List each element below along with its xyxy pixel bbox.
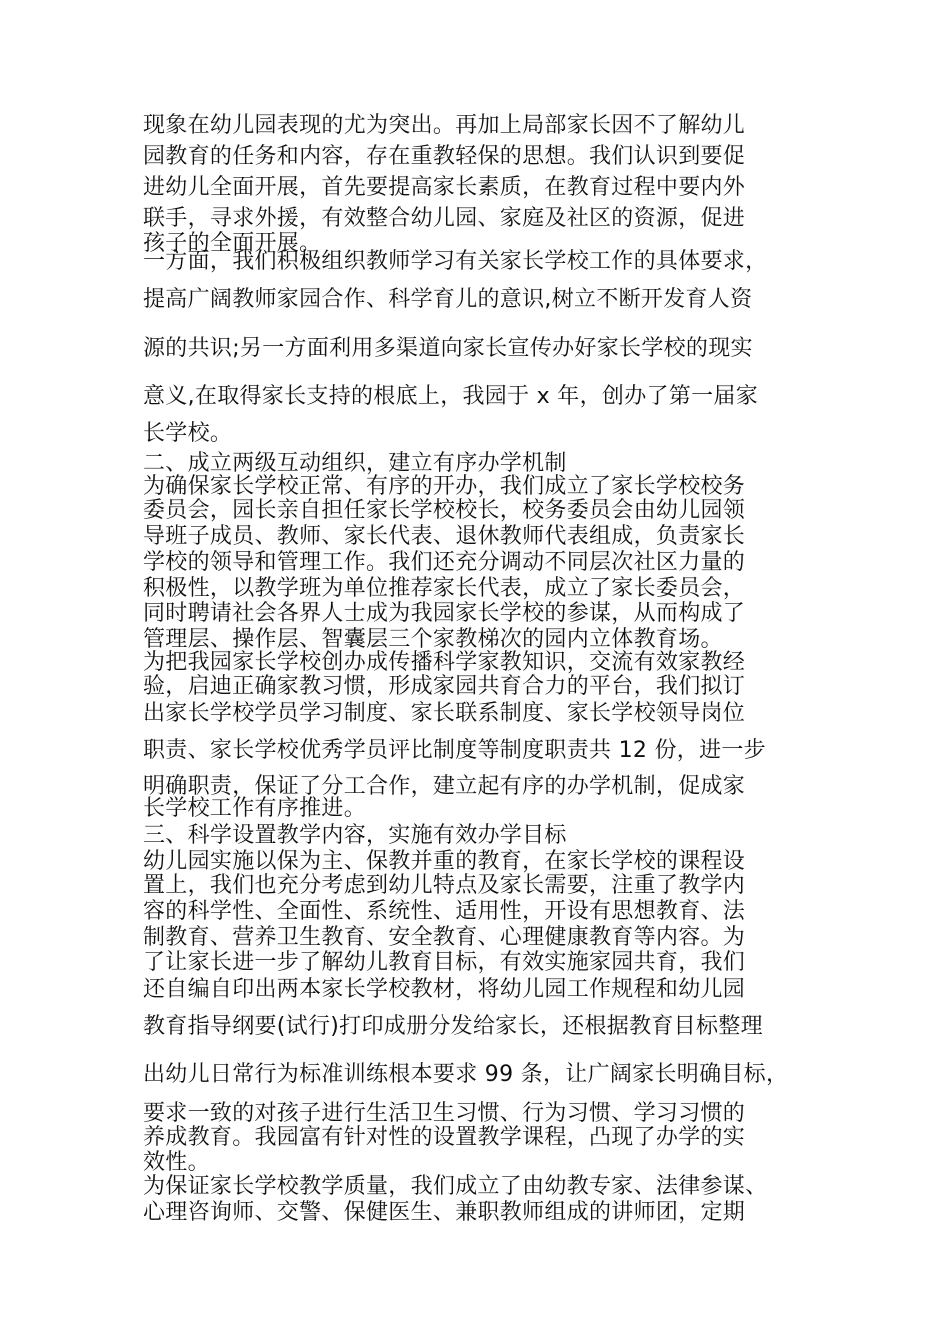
text-line: 一方面，我们积极组织教师学习有关家长学校工作的具体要求， [143,249,768,274]
text-line: 积极性，以教学班为单位推荐家长代表，成立了家长委员会， [143,576,746,601]
text-line: 置上，我们也充分考虑到幼儿特点及家长需要，注重了教学内 [143,873,746,898]
text-line: 为保证家长学校教学质量，我们成立了由幼教专家、法律参谋、 [143,1174,768,1199]
text-line: 导班子成员、教师、家长代表、退休教师代表组成，负责家长 [143,524,746,549]
text-line: 明确职责，保证了分工合作，建立起有序的办学机制，促成家 [143,774,746,799]
text-line: 为把我园家长学校创办成传播科学家教知识，交流有效家教经 [143,650,746,675]
text-line: 管理层、操作层、智囊层三个家教梯次的园内立体教育场。 [143,627,723,652]
section-heading: 二、成立两级互动组织，建立有序办学机制 [143,451,567,476]
text-line: 长学校工作有序推进。 [143,796,367,821]
text-line: 心理咨询师、交警、保健医生、兼职教师组成的讲师团，定期 [143,1200,746,1225]
text-line: 还自编自印出两本家长学校教材，将幼儿园工作规程和幼儿园 [143,977,746,1002]
text-line: 进幼儿全面开展，首先要提高家长素质，在教育过程中要内外 [143,175,746,200]
text-line: 出幼儿日常行为标准训练根本要求 99 条，让广阔家长明确目标， [143,1062,789,1087]
text-line: 养成教育。我园富有针对性的设置教学课程，凸现了办学的实 [143,1125,746,1150]
text-line: 现象在幼儿园表现的尤为突出。再加上局部家长因不了解幼儿 [143,113,746,138]
text-line: 学校的领导和管理工作。我们还充分调动不同层次社区力量的 [143,550,746,575]
text-line: 长学校。 [143,421,233,446]
text-line: 幼儿园实施以保为主、保教并重的教育，在家长学校的课程设 [143,849,746,874]
text-line: 教育指导纲要(试行)打印成册分发给家长，还根据教育目标整理 [143,1014,763,1039]
text-line: 同时聘请社会各界人士成为我园家长学校的参谋，从而构成了 [143,601,746,626]
text-line: 提高广阔教师家园合作、科学育儿的意识,树立不断开发育人资 [143,287,753,312]
text-line: 职责、家长学校优秀学员评比制度等制度职责共 12 份，进一步 [143,738,766,763]
text-line: 效性。 [143,1150,210,1175]
text-line: 了让家长进一步了解幼儿教育目标，有效实施家园共育，我们 [143,950,746,975]
text-line: 容的科学性、全面性、系统性、适用性，开设有思想教育、法 [143,899,746,924]
text-line: 为确保家长学校正常、有序的开办，我们成立了家长学校校务 [143,474,746,499]
text-line: 联手，寻求外援，有效整合幼儿园、家庭及社区的资源，促进 [143,206,746,231]
text-line: 出家长学校学员学习制度、家长联系制度、家长学校领导岗位 [143,701,746,726]
text-line: 委员会，园长亲自担任家长学校校长，校务委员会由幼儿园领 [143,498,746,523]
text-line: 源的共识;另一方面利用多渠道向家长宣传办好家长学校的现实 [143,336,753,361]
text-line: 孩子的全面开展。 [143,231,322,256]
text-line: 要求一致的对孩子进行生活卫生习惯、行为习惯、学习习惯的 [143,1101,746,1126]
section-heading: 三、科学设置教学内容，实施有效办学目标 [143,823,567,848]
text-line: 意义,在取得家长支持的根底上，我园于 x 年，创办了第一届家 [143,384,759,409]
text-line: 园教育的任务和内容，存在重教轻保的思想。我们认识到要促 [143,144,746,169]
text-line: 验，启迪正确家教习惯，形成家园共育合力的平台，我们拟订 [143,674,746,699]
text-line: 制教育、营养卫生教育、安全教育、心理健康教育等内容。为 [143,925,746,950]
